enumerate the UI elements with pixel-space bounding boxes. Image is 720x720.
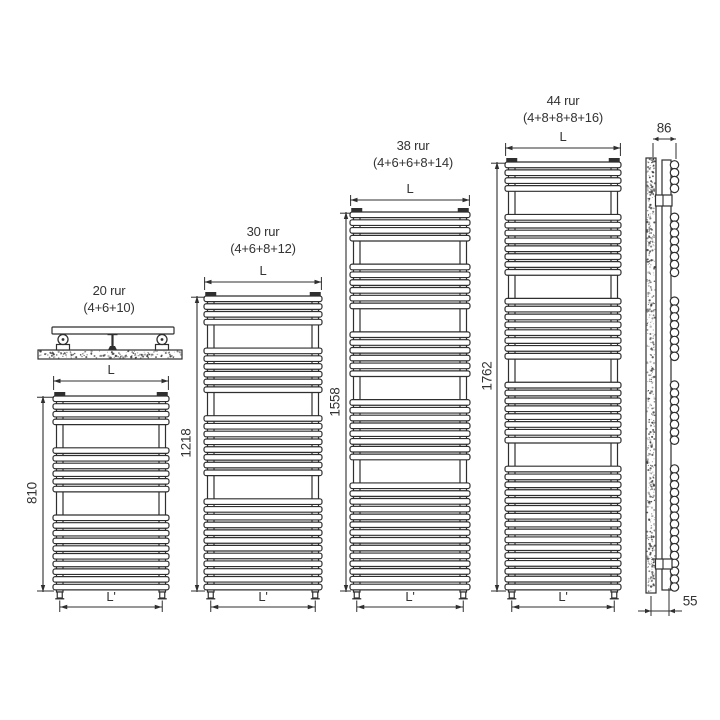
radiator-3-width-label: L xyxy=(406,180,414,196)
radiator-4-height-label: 1762 xyxy=(479,361,495,391)
radiator-3-name: 38 rur xyxy=(396,137,430,153)
radiator-2-height-label: 1218 xyxy=(178,428,194,458)
plan-view xyxy=(38,327,182,359)
radiator-front-view-20-rur xyxy=(37,376,169,612)
radiator-front-view-44-rur xyxy=(491,143,621,612)
radiator-2-connection-width-label: L' xyxy=(258,588,268,604)
side-view-bottom-offset-label: 55 xyxy=(682,593,698,609)
radiator-front-view-30-rur xyxy=(191,277,322,612)
radiator-front-view-38-rur xyxy=(340,195,470,612)
radiator-4-name: 44 rur xyxy=(546,92,580,108)
radiator-3-formula: (4+6+6+8+14) xyxy=(372,154,454,170)
radiator-4-connection-width-label: L' xyxy=(558,588,568,604)
radiator-4-formula: (4+8+8+8+16) xyxy=(522,109,604,125)
radiator-2-formula: (4+6+8+12) xyxy=(230,240,296,256)
radiator-1-width-label: L xyxy=(107,361,115,377)
radiator-1-formula: (4+6+10) xyxy=(83,299,135,315)
radiator-1-connection-width-label: L' xyxy=(106,588,116,604)
side-view xyxy=(638,137,682,616)
radiator-1-height-label: 810 xyxy=(24,482,40,504)
radiator-1-name: 20 rur xyxy=(92,282,126,298)
radiator-4-width-label: L xyxy=(559,128,567,144)
side-view-depth-label: 86 xyxy=(656,120,672,136)
radiator-2-name: 30 rur xyxy=(246,223,280,239)
radiator-3-height-label: 1558 xyxy=(327,387,343,417)
radiator-3-connection-width-label: L' xyxy=(405,588,415,604)
radiator-2-width-label: L xyxy=(259,262,267,278)
